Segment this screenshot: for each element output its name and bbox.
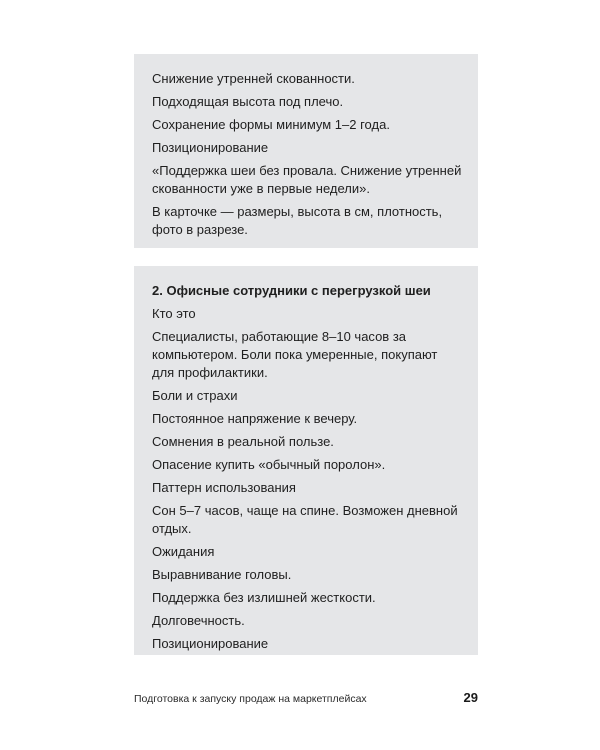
text-line: Ожидания	[152, 544, 215, 559]
text-line: Долговечность.	[152, 613, 245, 628]
text-line: Боли и страхи	[152, 388, 238, 403]
text-line: Поддержка без излишней жесткости.	[152, 590, 376, 605]
text-line: Сохранение формы минимум 1–2 года.	[152, 117, 390, 132]
text-line: Постоянное напряжение к вечеру.	[152, 411, 358, 426]
section-heading: 2. Офисные сотрудники с перегрузкой шеи	[152, 283, 431, 298]
text-line: Подходящая высота под плечо.	[152, 94, 344, 109]
text-line: Позиционирование	[152, 140, 269, 155]
text-line: Паттерн использования	[152, 480, 296, 495]
text-line: Опасение купить «обычный поролон».	[152, 457, 386, 472]
footer-title: Подготовка к запуску продаж на маркетплейсах	[134, 693, 367, 705]
text-line: Кто это	[152, 306, 196, 321]
text-box-top	[134, 54, 478, 248]
text-line: В карточке — размеры, высота в см, плотность, фото в разрезе.	[152, 204, 443, 237]
page-footer	[134, 690, 478, 705]
text-line: Выравнивание головы.	[152, 567, 292, 582]
text-line: «Поддержка шеи без провала. Снижение утренней скованности уже в первые недели».	[152, 163, 462, 196]
text-line: Специалисты, работающие 8–10 часов за компьютером. Боли пока умеренные, покупают для профилактики.	[152, 329, 438, 380]
text-line: Сомнения в реальной пользе.	[152, 434, 334, 449]
text-line: Позиционирование	[152, 636, 269, 651]
text-box-bottom	[134, 266, 478, 655]
page-number: 29	[463, 690, 478, 705]
text-line: Сон 5–7 часов, чаще на спине. Возможен дневной отдых.	[152, 503, 458, 536]
text-line: Снижение утренней скованности.	[152, 71, 355, 86]
